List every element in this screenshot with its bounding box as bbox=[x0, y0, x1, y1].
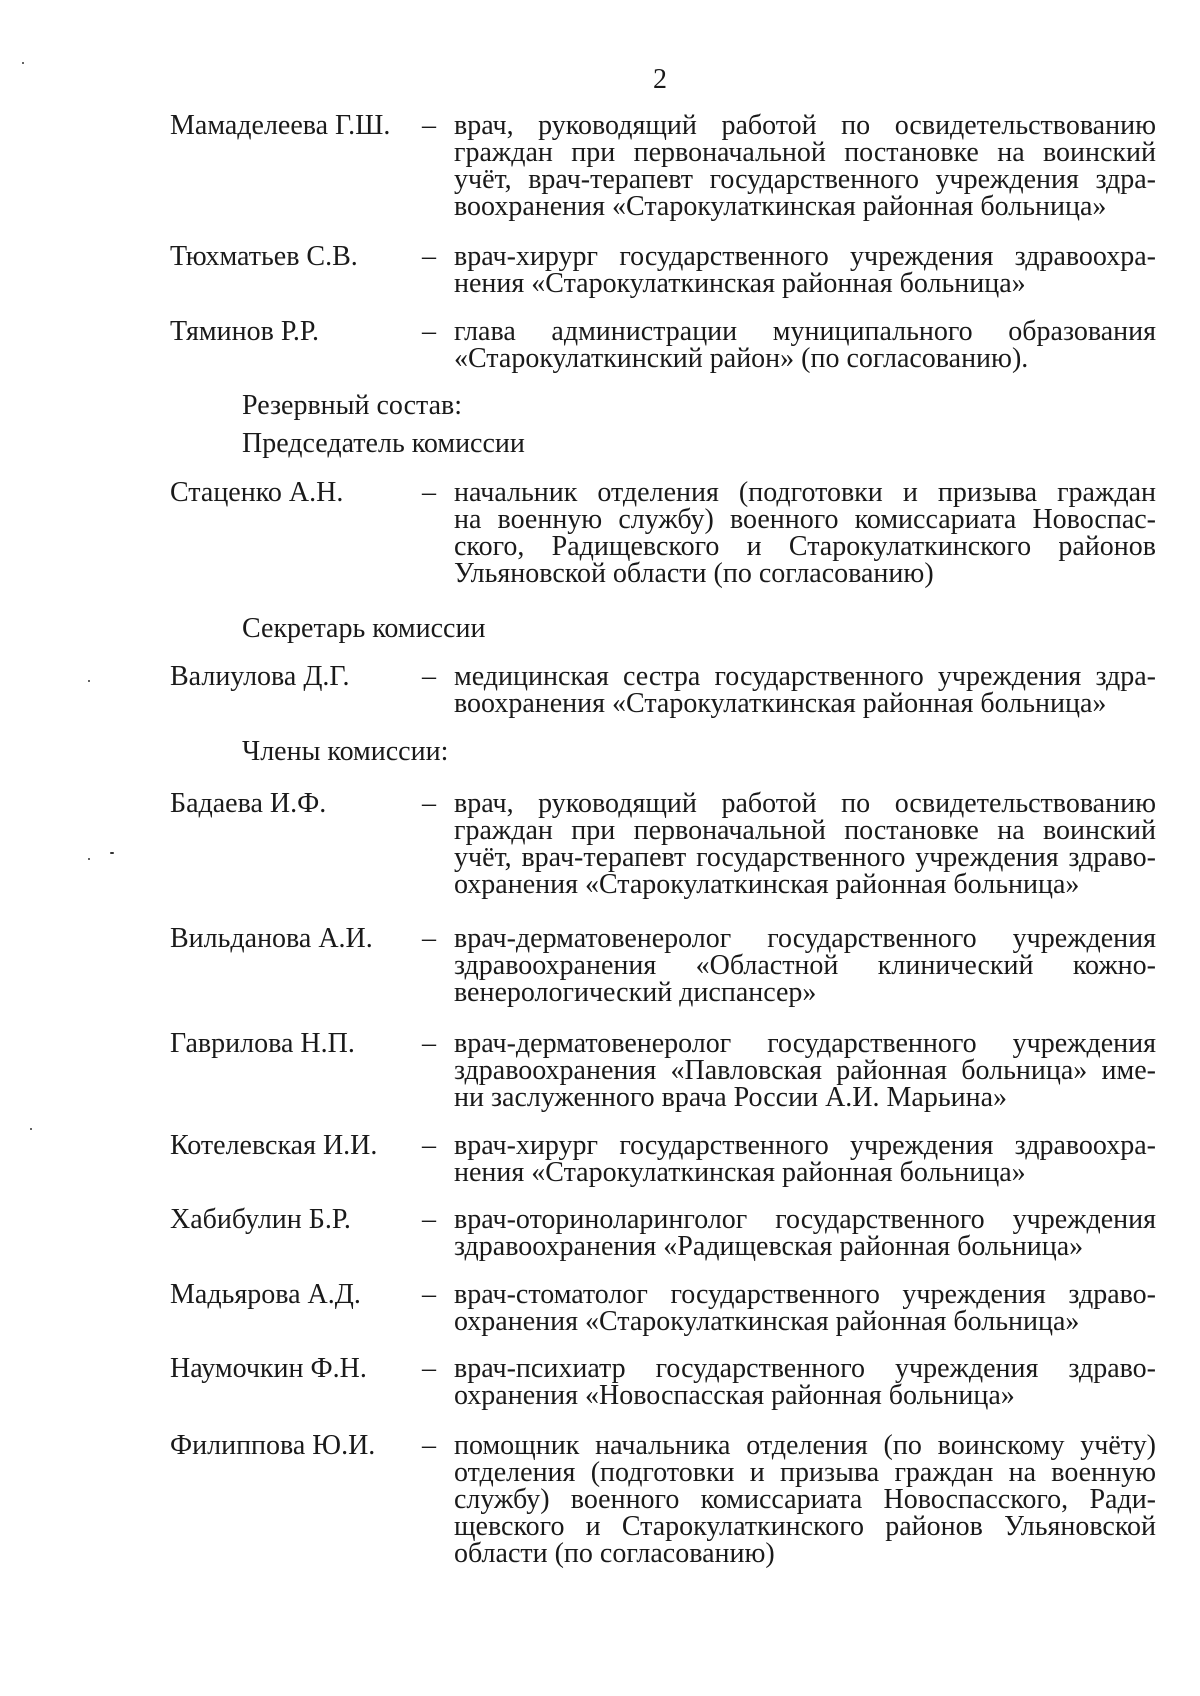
member-entry bbox=[170, 318, 1156, 372]
secretary-entry bbox=[170, 663, 1156, 717]
member-description bbox=[454, 1281, 1156, 1335]
description-line: ского, Радищевского и Старокулаткинского районов bbox=[454, 531, 1156, 562]
description-line: отделения (подготовки и призыва граждан на военную bbox=[454, 1457, 1156, 1488]
dash: – bbox=[422, 316, 436, 347]
member-description bbox=[454, 1355, 1156, 1409]
description-line: венерологический диспансер» bbox=[454, 977, 817, 1008]
description-line: охранения «Старокулаткинская районная больница» bbox=[454, 869, 1080, 900]
description-line: врач, руководящий работой по освидетельствованию bbox=[454, 110, 1156, 141]
description-line: глава администрации муниципального образования bbox=[454, 316, 1156, 347]
member-entry bbox=[170, 243, 1156, 297]
scan-speck bbox=[88, 680, 90, 682]
member-entry bbox=[170, 112, 1156, 220]
description-line: здравоохранения «Павловская районная больница» име- bbox=[454, 1055, 1156, 1086]
description-line: врач-оториноларинголог государственного учреждения bbox=[454, 1204, 1156, 1235]
dash: – bbox=[422, 788, 436, 819]
member-description bbox=[454, 1206, 1156, 1260]
member-description bbox=[454, 479, 1156, 587]
member-description bbox=[454, 112, 1156, 220]
description-line: учёт, врач-терапевт государственного учреждения здра- bbox=[454, 164, 1156, 195]
member-name: Вильданова А.И. bbox=[170, 923, 373, 954]
description-line: ни заслуженного врача России А.И. Марьина» bbox=[454, 1082, 1008, 1113]
member-name: Тюхматьев С.В. bbox=[170, 241, 358, 272]
chairman-entry bbox=[170, 479, 1156, 587]
description-line: здравоохранения «Областной клинический кожно- bbox=[454, 950, 1156, 981]
member-entry bbox=[170, 790, 1156, 898]
scan-speck bbox=[30, 1128, 32, 1130]
description-line: Ульяновской области (по согласованию) bbox=[454, 558, 934, 589]
member-description bbox=[454, 243, 1156, 297]
member-entry bbox=[170, 1355, 1156, 1409]
description-line: учёт, врач-терапевт государственного учреждения здраво- bbox=[454, 842, 1156, 873]
description-line: нения «Старокулаткинская районная больница» bbox=[454, 1157, 1026, 1188]
description-line: граждан при первоначальной постановке на воинский bbox=[454, 815, 1156, 846]
description-line: начальник отделения (подготовки и призыва граждан bbox=[454, 477, 1156, 508]
member-entry bbox=[170, 1206, 1156, 1260]
member-entry bbox=[170, 1030, 1156, 1111]
member-description bbox=[454, 1132, 1156, 1186]
description-line: нения «Старокулаткинская районная больница» bbox=[454, 268, 1026, 299]
member-name: Филиппова Ю.И. bbox=[170, 1430, 376, 1461]
dash: – bbox=[422, 923, 436, 954]
member-description bbox=[454, 663, 1156, 717]
description-line: «Старокулаткинский район» (по согласованию). bbox=[454, 343, 1029, 374]
description-line: врач-дерматовенеролог государственного учреждения bbox=[454, 923, 1156, 954]
member-name: Хабибулин Б.Р. bbox=[170, 1204, 351, 1235]
dash: – bbox=[422, 241, 436, 272]
dash: – bbox=[422, 661, 436, 692]
dash: – bbox=[422, 1430, 436, 1461]
member-entry bbox=[170, 1432, 1156, 1567]
member-description bbox=[454, 790, 1156, 898]
secretary-heading: Секретарь комиссии bbox=[242, 613, 486, 644]
reserve-heading: Резервный состав: bbox=[242, 390, 463, 421]
scan-speck bbox=[88, 858, 90, 860]
members-heading: Члены комиссии: bbox=[242, 736, 449, 767]
member-name: Наумочкин Ф.Н. bbox=[170, 1353, 367, 1384]
description-line: охранения «Новоспасская районная больница» bbox=[454, 1380, 1015, 1411]
member-name: Тяминов Р.Р. bbox=[170, 316, 319, 347]
description-line: воохранения «Старокулаткинская районная больница» bbox=[454, 191, 1107, 222]
dash: – bbox=[422, 1279, 436, 1310]
description-line: врач-хирург государственного учреждения здравоохра- bbox=[454, 241, 1156, 272]
chairman-heading: Председатель комиссии bbox=[242, 428, 525, 459]
description-line: охранения «Старокулаткинская районная больница» bbox=[454, 1306, 1080, 1337]
description-line: граждан при первоначальной постановке на воинский bbox=[454, 137, 1156, 168]
dash: – bbox=[422, 110, 436, 141]
dash: – bbox=[422, 1204, 436, 1235]
description-line: области (по согласованию) bbox=[454, 1538, 775, 1569]
scan-speck bbox=[22, 62, 24, 64]
description-line: на военную службу) военного комиссариата Новоспас- bbox=[454, 504, 1156, 535]
member-entry bbox=[170, 1132, 1156, 1186]
member-name: Бадаева И.Ф. bbox=[170, 788, 327, 819]
description-line: врач, руководящий работой по освидетельствованию bbox=[454, 788, 1156, 819]
description-line: врач-психиатр государственного учреждения здраво- bbox=[454, 1353, 1156, 1384]
member-description bbox=[454, 925, 1156, 1006]
page-number: 2 bbox=[653, 64, 667, 95]
description-line: службу) военного комиссариата Новоспасского, Ради- bbox=[454, 1484, 1156, 1515]
description-line: щевского и Старокулаткинского районов Ульяновской bbox=[454, 1511, 1156, 1542]
member-entry bbox=[170, 925, 1156, 1006]
description-line: медицинская сестра государственного учреждения здра- bbox=[454, 661, 1156, 692]
dash: – bbox=[422, 1130, 436, 1161]
member-name: Гаврилова Н.П. bbox=[170, 1028, 355, 1059]
scan-speck bbox=[110, 852, 114, 854]
member-description bbox=[454, 1432, 1156, 1567]
member-name: Стаценко А.Н. bbox=[170, 477, 344, 508]
description-line: врач-стоматолог государственного учреждения здраво- bbox=[454, 1279, 1156, 1310]
member-description bbox=[454, 318, 1156, 372]
description-line: воохранения «Старокулаткинская районная больница» bbox=[454, 688, 1107, 719]
dash: – bbox=[422, 1353, 436, 1384]
member-name: Котелевская И.И. bbox=[170, 1130, 378, 1161]
dash: – bbox=[422, 1028, 436, 1059]
member-name: Мадьярова А.Д. bbox=[170, 1279, 361, 1310]
description-line: помощник начальника отделения (по воинскому учёту) bbox=[454, 1430, 1156, 1461]
description-line: врач-хирург государственного учреждения здравоохра- bbox=[454, 1130, 1156, 1161]
member-name: Мамаделеева Г.Ш. bbox=[170, 110, 391, 141]
description-line: врач-дерматовенеролог государственного учреждения bbox=[454, 1028, 1156, 1059]
description-line: здравоохранения «Радищевская районная больница» bbox=[454, 1231, 1084, 1262]
member-entry bbox=[170, 1281, 1156, 1335]
member-name: Валиулова Д.Г. bbox=[170, 661, 350, 692]
dash: – bbox=[422, 477, 436, 508]
member-description bbox=[454, 1030, 1156, 1111]
